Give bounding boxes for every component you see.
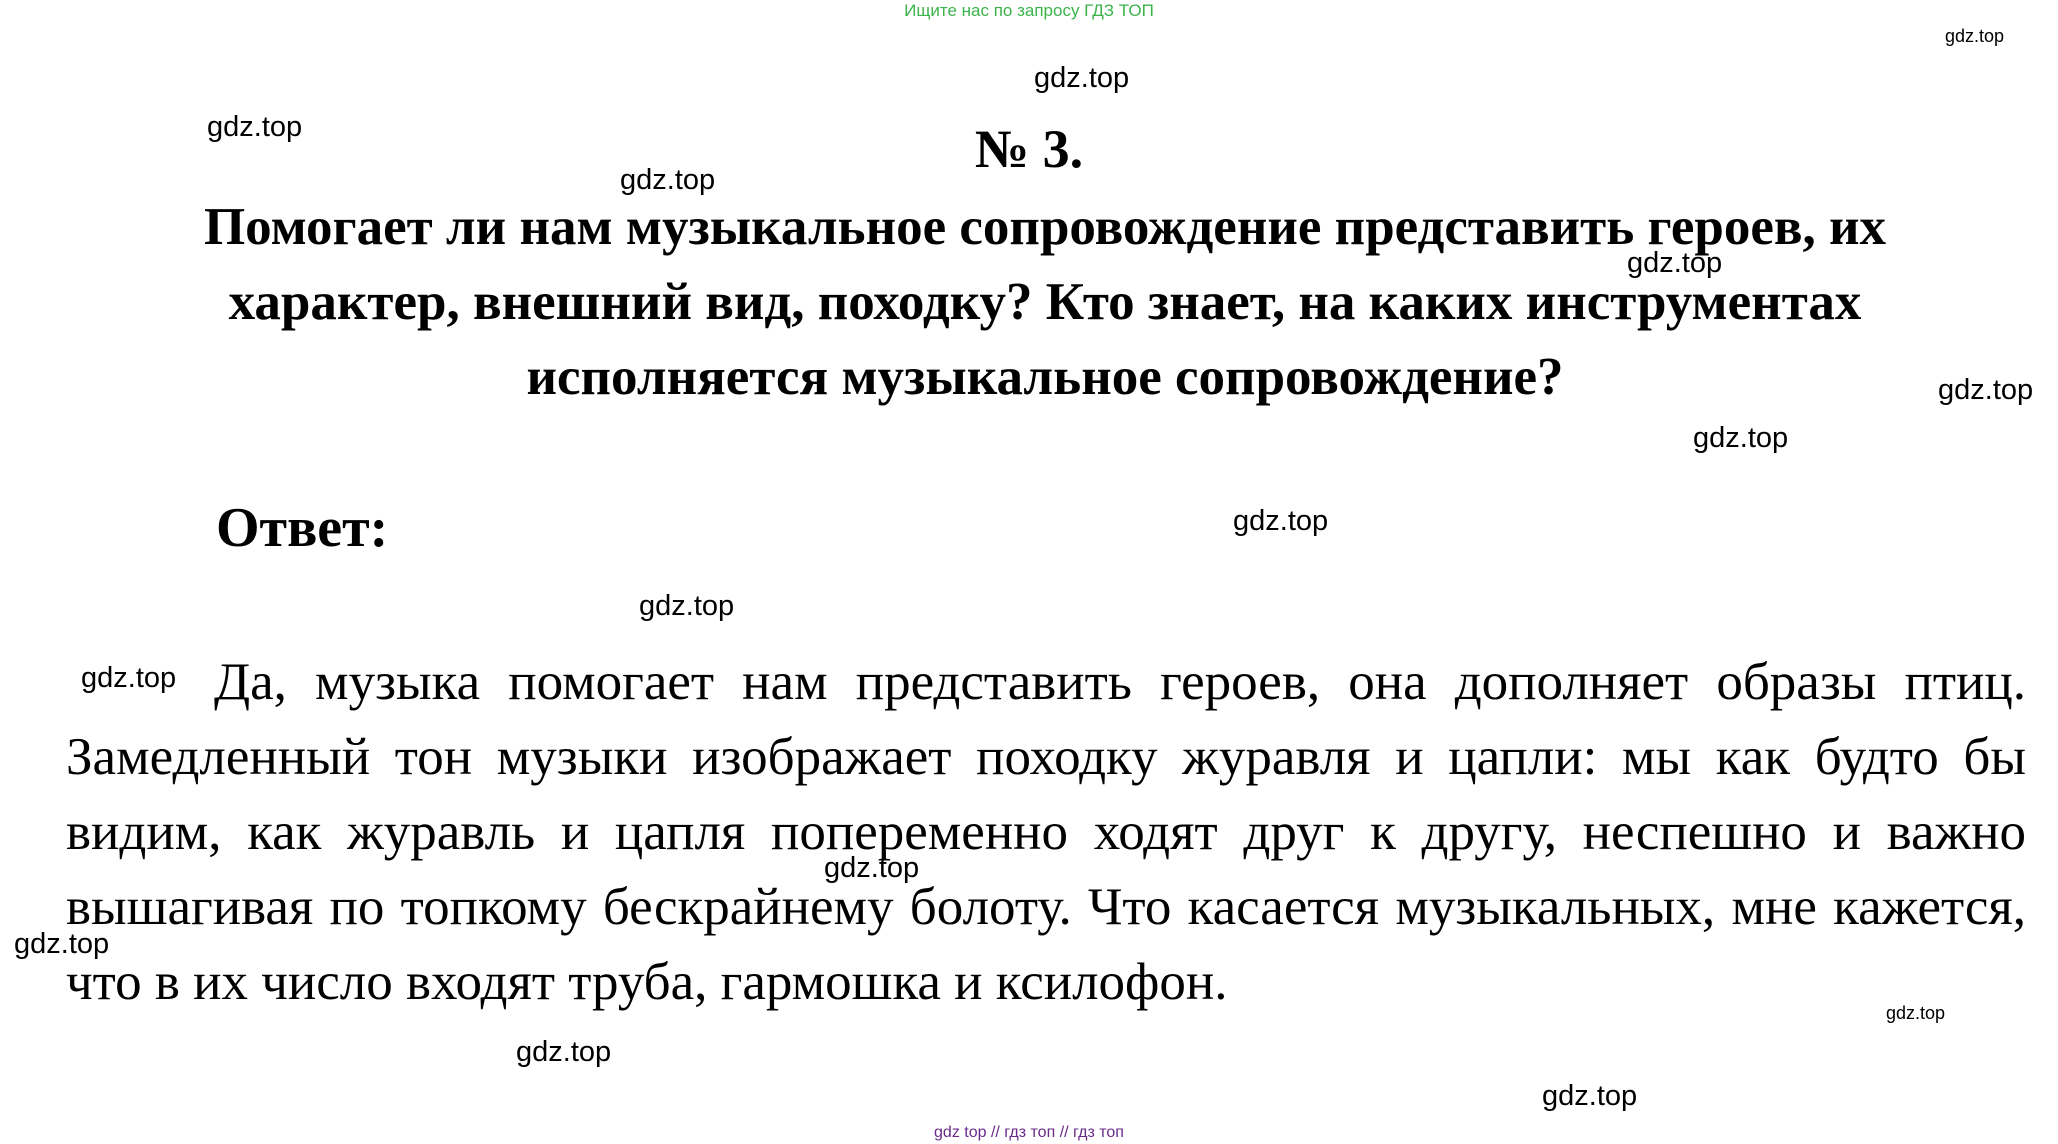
watermark: gdz.top xyxy=(620,164,716,196)
watermark: gdz.top xyxy=(1627,247,1723,279)
answer-heading: Ответ: xyxy=(216,497,389,559)
watermark: gdz.top xyxy=(516,1036,612,1068)
watermark: gdz.top xyxy=(207,111,303,143)
watermark: gdz.top xyxy=(824,852,920,884)
watermark: gdz.top xyxy=(1886,1003,1946,1023)
watermark: gdz.top xyxy=(1693,422,1789,454)
watermark: gdz.top xyxy=(1034,62,1130,94)
task-number: № 3. xyxy=(974,119,1084,179)
watermark: gdz.top xyxy=(1938,374,2034,406)
watermark: gdz.top xyxy=(1233,505,1329,537)
watermark: gdz.top xyxy=(81,662,177,694)
task-question: Помогает ли нам музыкальное сопровождение представить героев, их характер, внешний вид, походку? Кто знает, на каких инструментах исполняется музыкальное сопровождение? xyxy=(203,198,1887,406)
answer-text: Да, музыка помогает нам представить героев, она дополняет образы птиц. Замедленный тон музыки изображает походку журавля и цапли: мы как будто бы видим, как журавль и цапля попеременно ходят друг к другу, неспешно и важно вышагивая по топкому бескрайнему болоту. Что касается музыкальных, мне кажется, что в их число входят труба, гармошка и ксилофон. xyxy=(66,653,2026,1011)
watermark: gdz.top xyxy=(14,928,110,960)
watermark: gdz.top xyxy=(639,590,735,622)
watermark: gdz.top xyxy=(1945,26,2005,46)
footer-links: gdz top // гдз топ // гдз топ xyxy=(934,1124,1124,1141)
top-banner: Ищите нас по запросу ГДЗ ТОП xyxy=(904,1,1154,20)
watermark: gdz.top xyxy=(1542,1080,1638,1112)
